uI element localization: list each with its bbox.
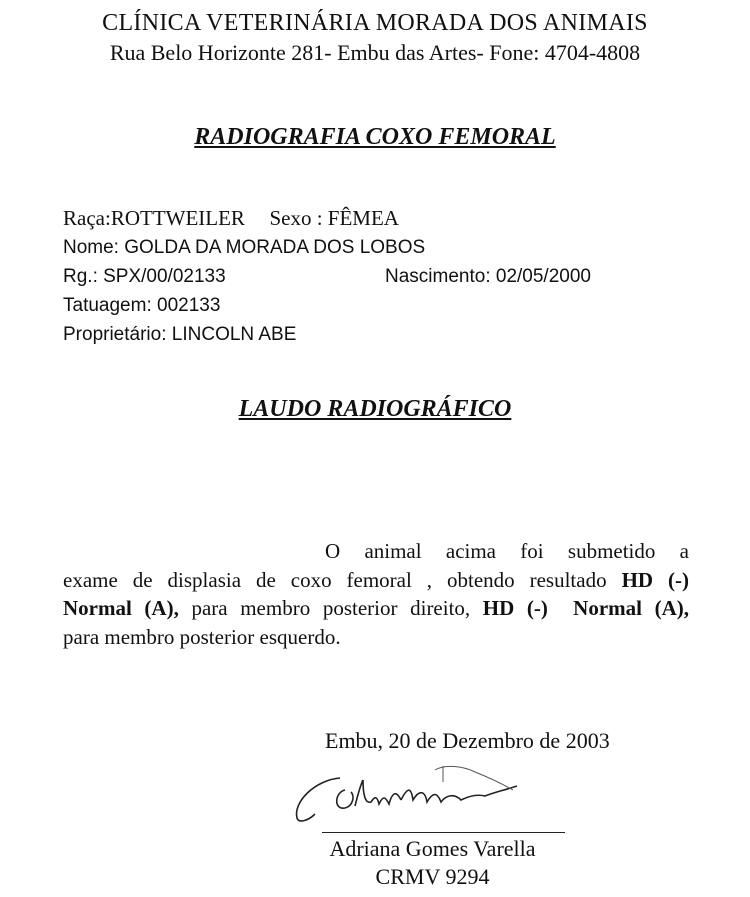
report-p2: exame de displasia de coxo femoral , obtendo resultado bbox=[63, 567, 622, 592]
sex-label: Sexo : bbox=[269, 206, 328, 230]
signer-registration: CRMV 9294 bbox=[375, 864, 490, 889]
report-p1: O animal acima foi submetido a bbox=[325, 539, 689, 563]
signer-name: Adriana Gomes Varella bbox=[329, 836, 536, 861]
owner-line bbox=[63, 320, 425, 349]
rg-label: Rg.: bbox=[63, 266, 104, 287]
breed-line bbox=[63, 204, 425, 233]
report-hd2: HD (-) bbox=[482, 596, 548, 620]
report-line-3 bbox=[63, 594, 689, 623]
report-p4: para membro posterior esquerdo. bbox=[63, 624, 341, 649]
birth-label: Nascimento: bbox=[385, 266, 496, 287]
tattoo-line bbox=[63, 291, 425, 320]
name-line bbox=[63, 233, 425, 262]
report-body bbox=[63, 537, 689, 651]
sex-value: FÊMEA bbox=[327, 206, 399, 230]
report-line-1 bbox=[63, 537, 689, 566]
clinic-address: Rua Belo Horizonte 281- Embu das Artes- Fone: 4704-4808 bbox=[109, 40, 641, 65]
name-label: Nome: bbox=[63, 237, 125, 258]
signature-line bbox=[322, 832, 565, 833]
clinic-name: CLÍNICA VETERINÁRIA MORADA DOS ANIMAIS bbox=[102, 10, 648, 36]
document-title: RADIOGRAFIA COXO FEMORAL bbox=[194, 124, 556, 150]
report-title: LAUDO RADIOGRÁFICO bbox=[238, 396, 512, 422]
report-line-4 bbox=[63, 623, 689, 652]
report-normal1: Normal (A), bbox=[63, 596, 179, 620]
date-line: Embu, 20 de Dezembro de 2003 bbox=[325, 728, 610, 753]
name-value: GOLDA DA MORADA DOS LOBOS bbox=[124, 237, 426, 258]
report-normal2: Normal (A), bbox=[573, 596, 689, 620]
report-hd1: HD (-) bbox=[621, 567, 689, 592]
handwritten-signature bbox=[285, 760, 555, 830]
breed-value: ROTTWEILER bbox=[110, 206, 245, 230]
patient-info bbox=[63, 204, 591, 349]
breed-label: Raça: bbox=[63, 206, 111, 230]
owner-label: Proprietário: bbox=[63, 324, 172, 345]
rg-line bbox=[63, 262, 591, 291]
report-line-2 bbox=[63, 566, 689, 595]
owner-value: LINCOLN ABE bbox=[171, 324, 297, 345]
rg-value: SPX/00/02133 bbox=[103, 266, 226, 287]
birth-value: 02/05/2000 bbox=[495, 266, 591, 287]
tattoo-label: Tatuagem: bbox=[63, 295, 157, 316]
tattoo-value: 002133 bbox=[157, 295, 221, 316]
report-p3: para membro posterior direito, bbox=[178, 596, 483, 620]
